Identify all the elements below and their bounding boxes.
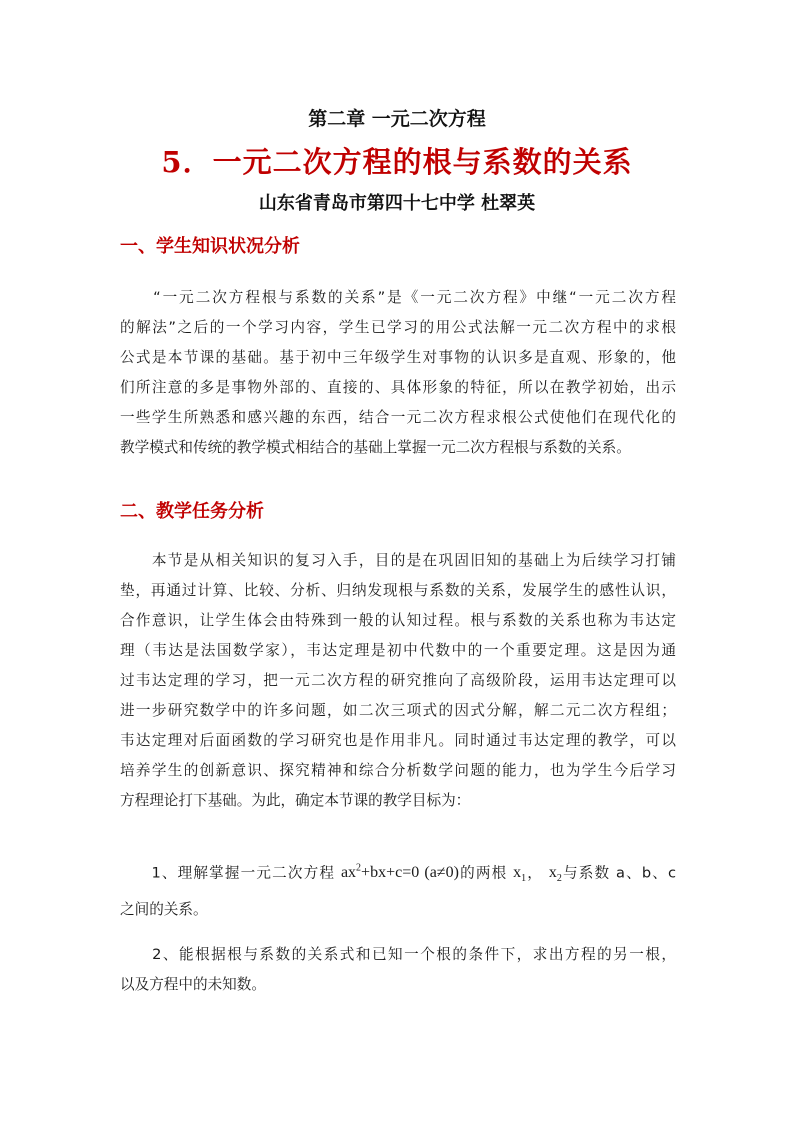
section-heading-2: 二、教学任务分析: [120, 501, 264, 522]
goal-2-line-2: 以及方程中的未知数。: [120, 976, 266, 993]
goal-1-mid: 的两根: [458, 864, 514, 882]
root-x1-subscript: 1: [521, 873, 527, 885]
paragraph-line: 们所注意的多是事物外部的、直接的、具体形象的特征，所以在教学初始，出示: [120, 379, 676, 396]
goal-1-prefix: 1、理解掌握一元二次方程: [120, 864, 341, 882]
section-1-paragraph: [120, 283, 676, 463]
root-x2-var: x: [548, 864, 557, 882]
goal-1-line-1: [120, 854, 676, 895]
paragraph-line: 方程理论打下基础。为此，确定本节课的教学目标为：: [120, 792, 471, 809]
teaching-goal-2: [120, 940, 676, 1000]
goal-2-line-1: 2、能根据根与系数的关系式和已知一个根的条件下，求出方程的另一根，: [120, 946, 676, 963]
root-x1-var: x: [513, 864, 522, 882]
paragraph-line: 本节是从相关知识的复习入手，目的是在巩固旧知的基础上为后续学习打铺: [120, 552, 676, 569]
paragraph-line: 公式是本节课的基础。基于初中三年级学生对事物的认识多是直观、形象的，他: [120, 349, 676, 366]
equation-rest: +bx+c=0 (a≠0): [361, 864, 459, 882]
teaching-goal-1: [120, 854, 676, 925]
root-x2: [548, 864, 562, 885]
paragraph-line: 理（韦达是法国数学家），韦达定理是初中代数中的一个重要定理。这是因为通: [120, 642, 676, 659]
root-x2-subscript: 2: [556, 873, 562, 885]
equation: [341, 864, 459, 881]
goal-1-suffix: 与系数 a、b、c: [561, 864, 677, 882]
lesson-title: 5．一元二次方程的根与系数的关系: [161, 145, 633, 179]
goal-1-sep: ，: [526, 864, 549, 882]
chapter-heading: 第二章 一元二次方程: [308, 108, 486, 130]
equation-exponent: 2: [356, 863, 362, 874]
section-heading-1: 一、学生知识状况分析: [120, 236, 300, 257]
paragraph-line: 一些学生所熟悉和感兴趣的东西，结合一元二次方程求根公式使他们在现代化的: [120, 409, 676, 426]
paragraph-line: 韦达定理对后面函数的学习研究也是作用非凡。同时通过韦达定理的教学，可以: [120, 732, 676, 749]
section-2-paragraph: [120, 546, 676, 816]
paragraph-line: 培养学生的创新意识、探究精神和综合分析数学问题的能力，也为学生今后学习: [120, 762, 676, 779]
paragraph-line: 的解法”之后的一个学习内容，学生已学习的用公式法解一元二次方程中的求根: [120, 319, 676, 336]
goal-1-line-2: 之间的关系。: [120, 900, 208, 918]
paragraph-line: 合作意识，让学生体会由特殊到一般的认知过程。根与系数的关系也称为韦达定: [120, 612, 676, 629]
paragraph-line: 过韦达定理的学习，把一元二次方程的研究推向了高级阶段，运用韦达定理可以: [120, 672, 676, 689]
paragraph-line: “一元二次方程根与系数的关系”是《一元二次方程》中继“一元二次方程: [120, 289, 676, 306]
paragraph-line: 教学模式和传统的教学模式相结合的基础上掌握一元二次方程根与系数的关系。: [120, 439, 631, 456]
paragraph-line: 进一步研究数学中的许多问题，如二次三项式的因式分解，解二元二次方程组；: [120, 702, 676, 719]
root-x1: [513, 864, 527, 885]
paragraph-line: 垫，再通过计算、比较、分析、归纳发现根与系数的关系，发展学生的感性认识，: [120, 582, 676, 599]
author-line: 山东省青岛市第四十七中学 杜翠英: [258, 193, 536, 214]
equation-ax: ax: [340, 864, 357, 882]
